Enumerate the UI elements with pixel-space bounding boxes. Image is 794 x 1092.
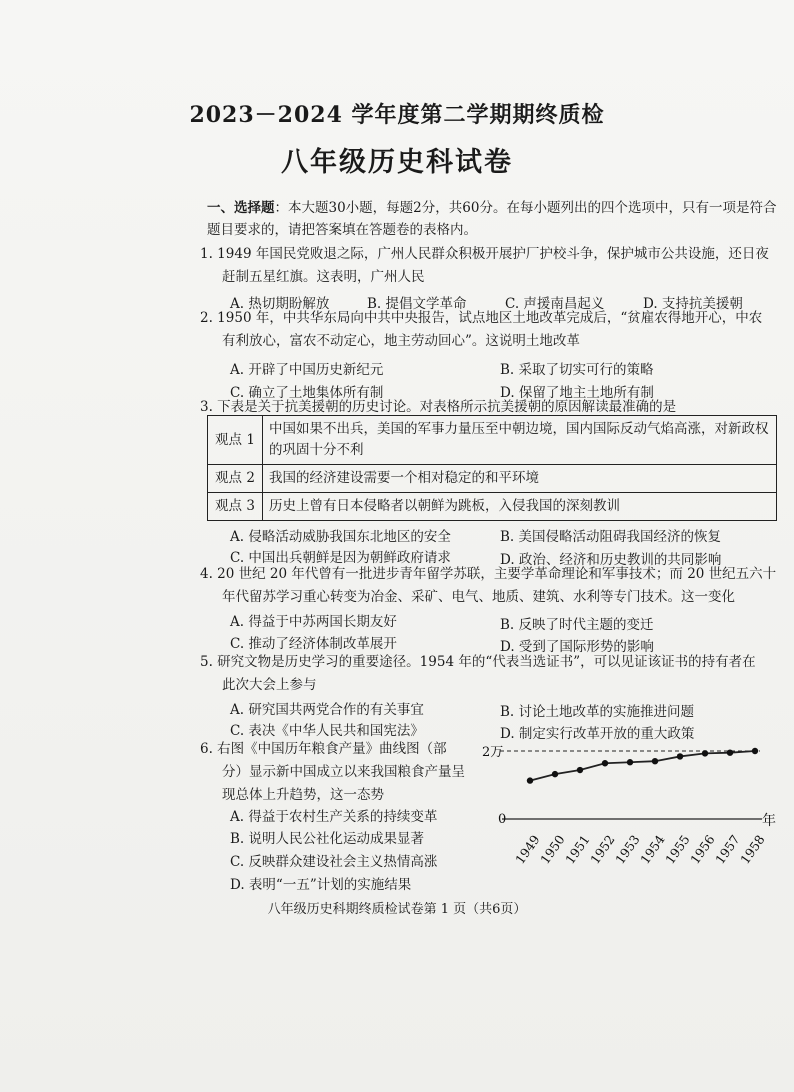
q5-option-d: D. 制定实行改革开放的重大政策 — [500, 726, 695, 742]
q4-stem-line1: 4. 20 世纪 20 年代曾有一批进步青年留学苏联，主要学革命理论和军事技术；而 20 世纪五六十 — [200, 566, 777, 582]
exam-subject-title: 八年级历史科试卷 — [281, 147, 513, 178]
q1-option-b: B. 提倡文学革命 — [367, 296, 467, 312]
q6-option-a: A. 得益于农村生产关系的持续变革 — [230, 809, 438, 825]
q5-option-b: B. 讨论土地改革的实施推进问题 — [500, 704, 695, 720]
x-tick-label: 1952 — [587, 832, 618, 867]
q6-option-d: D. 表明“一五”计划的实施结果 — [230, 877, 412, 893]
viewpoint-text: 我国的经济建设需要一个相对稳定的和平环境 — [263, 465, 777, 493]
page-footer: 八年级历史科期终质检试卷第 1 页（共6页） — [267, 902, 527, 917]
q4-option-d: D. 受到了国际形势的影响 — [500, 639, 654, 655]
data-point — [752, 748, 758, 754]
x-tick-label: 1957 — [712, 832, 743, 867]
q2-option-c: C. 确立了土地集体所有制 — [230, 385, 384, 401]
table-row — [208, 416, 777, 465]
viewpoint-label: 观点 1 — [208, 416, 263, 465]
viewpoint-label: 观点 3 — [208, 493, 263, 521]
section-instruction: ：本大题30小题，每题2分，共60分。在每小题列出的四个选项中，只有一项是符合题目要求的，请把答案填在答题卷的表格内。 — [207, 200, 777, 238]
data-point — [652, 758, 658, 764]
q6-option-c: C. 反映群众建设社会主义热情高涨 — [230, 854, 438, 870]
x-axis-unit: 年 — [762, 813, 776, 829]
q2-option-a: A. 开辟了中国历史新纪元 — [230, 362, 384, 378]
q3-stem: 3. 下表是关于抗美援朝的历史讨论。对表格所示抗美援朝的原因解读最准确的是 — [200, 399, 677, 415]
q5-option-a: A. 研究国共两党合作的有关事宜 — [230, 702, 424, 718]
table-row — [208, 465, 777, 493]
q4-option-b: B. 反映了时代主题的变迁 — [500, 617, 654, 633]
data-point — [702, 750, 708, 756]
data-point — [552, 771, 558, 777]
q3-option-d: D. 政治、经济和历史教训的共同影响 — [500, 552, 722, 568]
q2-option-d: D. 保留了地主土地所有制 — [500, 385, 654, 401]
data-point — [677, 753, 683, 759]
q1-option-d: D. 支持抗美援朝 — [643, 296, 743, 312]
y-axis-label-zero: 0 — [498, 812, 507, 827]
q4-stem-line2: 年代留苏学习重心转变为冶金、采矿、电气、地质、建筑、水利等专门技术。这一变化 — [222, 589, 735, 605]
q4-option-c: C. 推动了经济体制改革展开 — [230, 636, 397, 652]
q3-option-a: A. 侵略活动威胁我国东北地区的安全 — [230, 529, 451, 545]
viewpoint-label: 观点 2 — [208, 465, 263, 493]
x-tick-label: 1954 — [637, 832, 668, 867]
q1-stem-line2: 赶制五星红旗。这表明，广州人民 — [222, 269, 425, 285]
q3-option-b: B. 美国侵略活动阻碍我国经济的恢复 — [500, 529, 722, 545]
section-label: 一、选择题 — [207, 200, 275, 216]
q2-option-b: B. 采取了切实可行的策略 — [500, 362, 654, 378]
table-row — [208, 493, 777, 521]
grain-output-chart — [480, 735, 780, 870]
q1-option-a: A. 热切期盼解放 — [230, 296, 330, 312]
x-tick-label: 1953 — [612, 832, 643, 867]
data-point — [577, 767, 583, 773]
q5-stem-line1: 5. 研究文物是历史学习的重要途径。1954 年的“代表当选证书”，可以见证该证书的持有者在 — [200, 654, 756, 670]
data-point — [602, 760, 608, 766]
q1-stem-line1: 1. 1949 年国民党败退之际，广州人民群众积极开展护厂护校斗争，保护城市公共设施，还日夜 — [200, 246, 769, 262]
q3-option-c: C. 中国出兵朝鲜是因为朝鲜政府请求 — [230, 550, 451, 566]
q6-stem-line3: 现总体上升趋势，这一态势 — [222, 787, 384, 803]
x-tick-label: 1956 — [687, 832, 718, 867]
exam-title: 2023－2024 学年度第二学期期终质检 — [189, 102, 605, 128]
y-axis-label-top: 2万 — [482, 745, 504, 760]
q5-stem-line2: 此次大会上参与 — [222, 677, 317, 693]
x-tick-label: 1958 — [737, 832, 768, 867]
x-tick-label: 1951 — [562, 832, 593, 867]
x-tick-label: 1955 — [662, 832, 693, 867]
q4-option-a: A. 得益于中苏两国长期友好 — [230, 614, 397, 630]
section-header — [207, 197, 787, 241]
data-point — [727, 750, 733, 756]
q3-viewpoint-table — [207, 415, 777, 521]
q1-option-c: C. 声援南昌起义 — [505, 296, 605, 312]
viewpoint-text: 中国如果不出兵，美国的军事力量压至中朝边境，国内国际反动气焰高涨，对新政权的巩固十分不利 — [263, 416, 777, 465]
q2-stem-line1: 2. 1950 年，中共华东局向中共中央报告，试点地区土地改革完成后，“贫雇农得地开心，中农 — [200, 310, 763, 326]
q2-stem-line2: 有利放心，富农不动定心，地主劳动回心”。这说明土地改革 — [222, 333, 580, 349]
q6-stem-line1: 6. 右图《中国历年粮食产量》曲线图（部 — [200, 741, 447, 757]
viewpoint-text: 历史上曾有日本侵略者以朝鲜为跳板，入侵我国的深刻教训 — [263, 493, 777, 521]
data-point — [527, 777, 533, 783]
x-tick-label: 1949 — [512, 832, 543, 867]
data-point — [627, 759, 633, 765]
q5-option-c: C. 表决《中华人民共和国宪法》 — [230, 723, 424, 739]
x-tick-label: 1950 — [537, 832, 568, 867]
q6-option-b: B. 说明人民公社化运动成果显著 — [230, 831, 425, 847]
q6-stem-line2: 分）显示新中国成立以来我国粮食产量呈 — [222, 764, 465, 780]
series-line — [530, 751, 755, 781]
